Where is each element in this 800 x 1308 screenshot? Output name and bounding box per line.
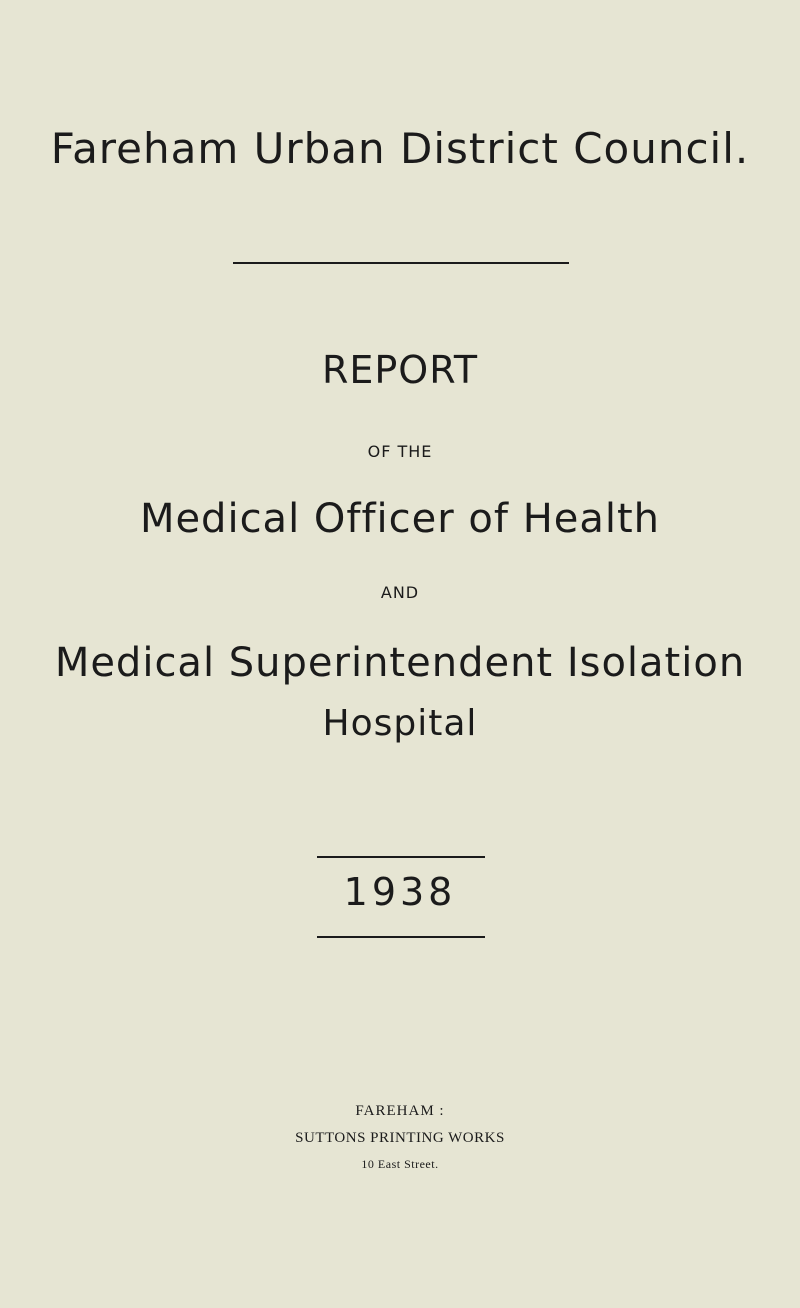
- top-rule: [233, 262, 569, 264]
- imprint-place: FAREHAM :: [355, 1103, 445, 1119]
- hospital-title: Hospital: [322, 703, 478, 744]
- imprint-printer: SUTTONS PRINTING WORKS: [295, 1130, 505, 1146]
- report-heading: REPORT: [321, 348, 479, 392]
- year-top-rule: [317, 856, 485, 858]
- and-label: AND: [380, 583, 420, 602]
- medical-superintendent-title: Medical Superintendent Isolation: [54, 640, 746, 686]
- year-bottom-rule: [317, 936, 485, 938]
- council-title: Fareham Urban District Council.: [50, 124, 750, 173]
- imprint-address: 10 East Street.: [361, 1157, 439, 1171]
- medical-officer-title: Medical Officer of Health: [139, 496, 661, 542]
- report-year: 1938: [343, 870, 457, 914]
- of-the-label: OF THE: [367, 442, 433, 461]
